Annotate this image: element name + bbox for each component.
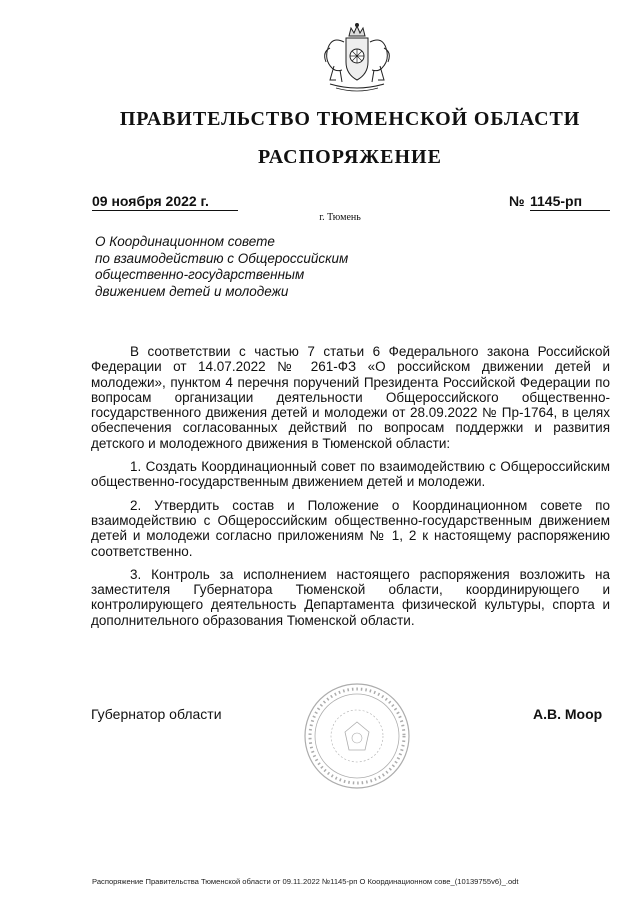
subject-line: по взаимодействию с Общероссийским bbox=[95, 250, 349, 266]
preamble-paragraph: В соответствии с частью 7 статьи 6 Федерального закона Российской Федерации от 14.07.2022 № 261-ФЗ «О российском движении детей и молодежи», пунктом 4 перечня поручений Президента Российской Федерации по вопросам организации деятельности Общероссийского общественно-государственного движения детей и молодежи от 28.09.2022 № Пр-1764, в целях обеспечения согласованных действий по вопросам поддержки и развития детского и молодежного движения в Тюменской области: bbox=[91, 344, 610, 451]
document-body bbox=[91, 344, 610, 636]
document-date: 09 ноября 2022 г. bbox=[92, 193, 238, 211]
document-number: 1145-рп bbox=[530, 193, 610, 211]
subject-line: движением детей и молодежи bbox=[95, 283, 289, 299]
coat-of-arms-icon bbox=[316, 22, 398, 94]
government-title: ПРАВИТЕЛЬСТВО ТЮМЕНСКОЙ ОБЛАСТИ bbox=[119, 108, 581, 130]
clause-paragraph: 2. Утвердить состав и Положение о Координационном совете по взаимодействию с Общероссийским общественно-государственным движением детей и молодежи согласно приложениям № 1, 2 к настоящему распоряжению соответственно. bbox=[91, 497, 610, 559]
official-seal-icon bbox=[303, 682, 411, 790]
city-label: г. Тюмень bbox=[319, 212, 361, 223]
number-sign: № bbox=[509, 193, 525, 209]
document-footer: Распоряжение Правительства Тюменской области от 09.11.2022 №1145-рп О Координационном сове_(10139755v6)_.odt bbox=[92, 877, 519, 886]
clause-paragraph: 3. Контроль за исполнением настоящего распоряжения возложить на заместителя Губернатора Тюменской области, координирующего и контролирующего деятельность Департамента физической культуры, спорта и дополнительного образования Тюменской области. bbox=[91, 566, 610, 628]
clause-paragraph: 1. Создать Координационный совет по взаимодействию с Общероссийским общественно-государственным движением детей и молодежи. bbox=[91, 459, 610, 490]
subject-line: общественно-государственным bbox=[95, 267, 305, 282]
signatory-name: А.В. Моор bbox=[533, 706, 603, 722]
document-type-heading: РАСПОРЯЖЕНИЕ bbox=[258, 146, 442, 168]
signatory-title: Губернатор области bbox=[91, 706, 222, 722]
document-subject bbox=[95, 234, 395, 300]
subject-line: О Координационном совете bbox=[95, 234, 275, 249]
